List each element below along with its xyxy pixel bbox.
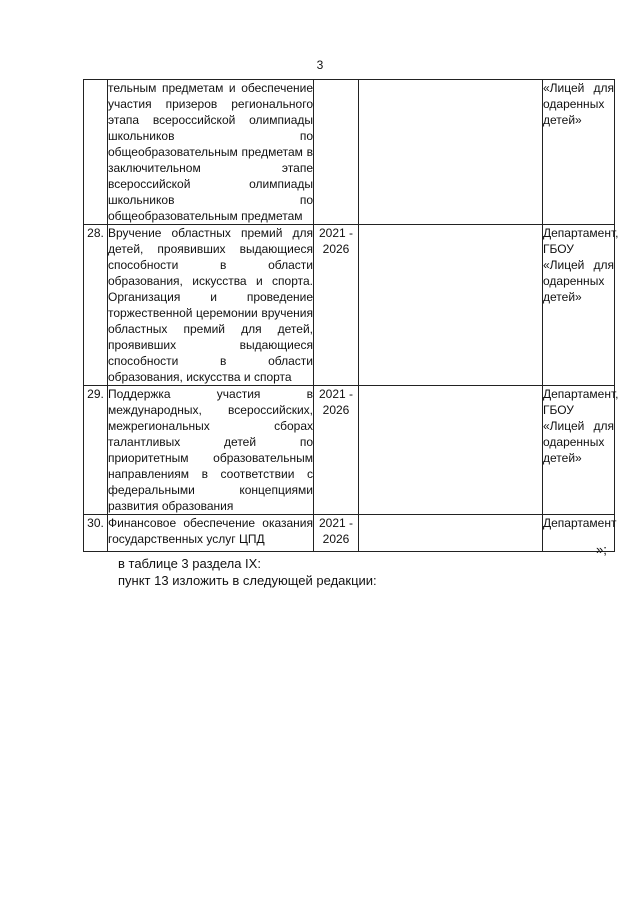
row-number: 29. bbox=[84, 386, 108, 515]
paragraph-item-13: пункт 13 изложить в следующей редакции: bbox=[118, 573, 377, 588]
period: 2021 - 2026 bbox=[314, 225, 359, 386]
table-row bbox=[84, 386, 615, 515]
responsible-org: Департамент bbox=[543, 515, 615, 552]
measure-description: Поддержка участия в международных, всероссийских, межрегиональных сборах талантливых детей по приоритетным образовательным направлениям в соответствии с федеральными концепциями развития образования bbox=[108, 387, 313, 513]
row-number bbox=[84, 80, 108, 225]
row-number: 30. bbox=[84, 515, 108, 552]
measure-description: тельным предметам и обеспечение участия призеров регионального этапа всероссийской олимпиады школьников по общеобразовательным предметам в заключительном этапе всероссийской олимпиады школьников по общеобразовательным предметам bbox=[108, 81, 313, 223]
closing-quote-mark: »; bbox=[596, 542, 607, 557]
measure-description: Финансовое обеспечение оказания государственных услуг ЦПД bbox=[108, 515, 314, 552]
empty-cell bbox=[359, 515, 543, 552]
row-number: 28. bbox=[84, 225, 108, 386]
table-row bbox=[84, 225, 615, 386]
period: 2021 - 2026 bbox=[314, 386, 359, 515]
period: 2021 - 2026 bbox=[314, 515, 359, 552]
responsible-org: Департамент, ГБОУ «Лицей для одаренных детей» bbox=[543, 225, 615, 386]
page-number: 3 bbox=[316, 58, 324, 72]
responsible-org: «Лицей для одаренных детей» bbox=[543, 80, 615, 225]
empty-cell bbox=[359, 225, 543, 386]
table-row bbox=[84, 80, 615, 225]
table-row bbox=[84, 515, 615, 552]
empty-cell bbox=[359, 386, 543, 515]
measure-description: Вручение областных премий для детей, проявивших выдающиеся способности в области образования, искусства и спорта. Организация и проведение торжественной церемонии вручения областных премий для детей, проявивших выдающиеся способности в области образования, искусства и спорта bbox=[108, 226, 313, 384]
measures-table bbox=[83, 79, 619, 552]
period bbox=[314, 80, 359, 225]
empty-cell bbox=[359, 80, 543, 225]
responsible-org: Департамент, ГБОУ «Лицей для одаренных детей» bbox=[543, 386, 615, 515]
paragraph-table-3: в таблице 3 раздела IX: bbox=[118, 556, 261, 571]
